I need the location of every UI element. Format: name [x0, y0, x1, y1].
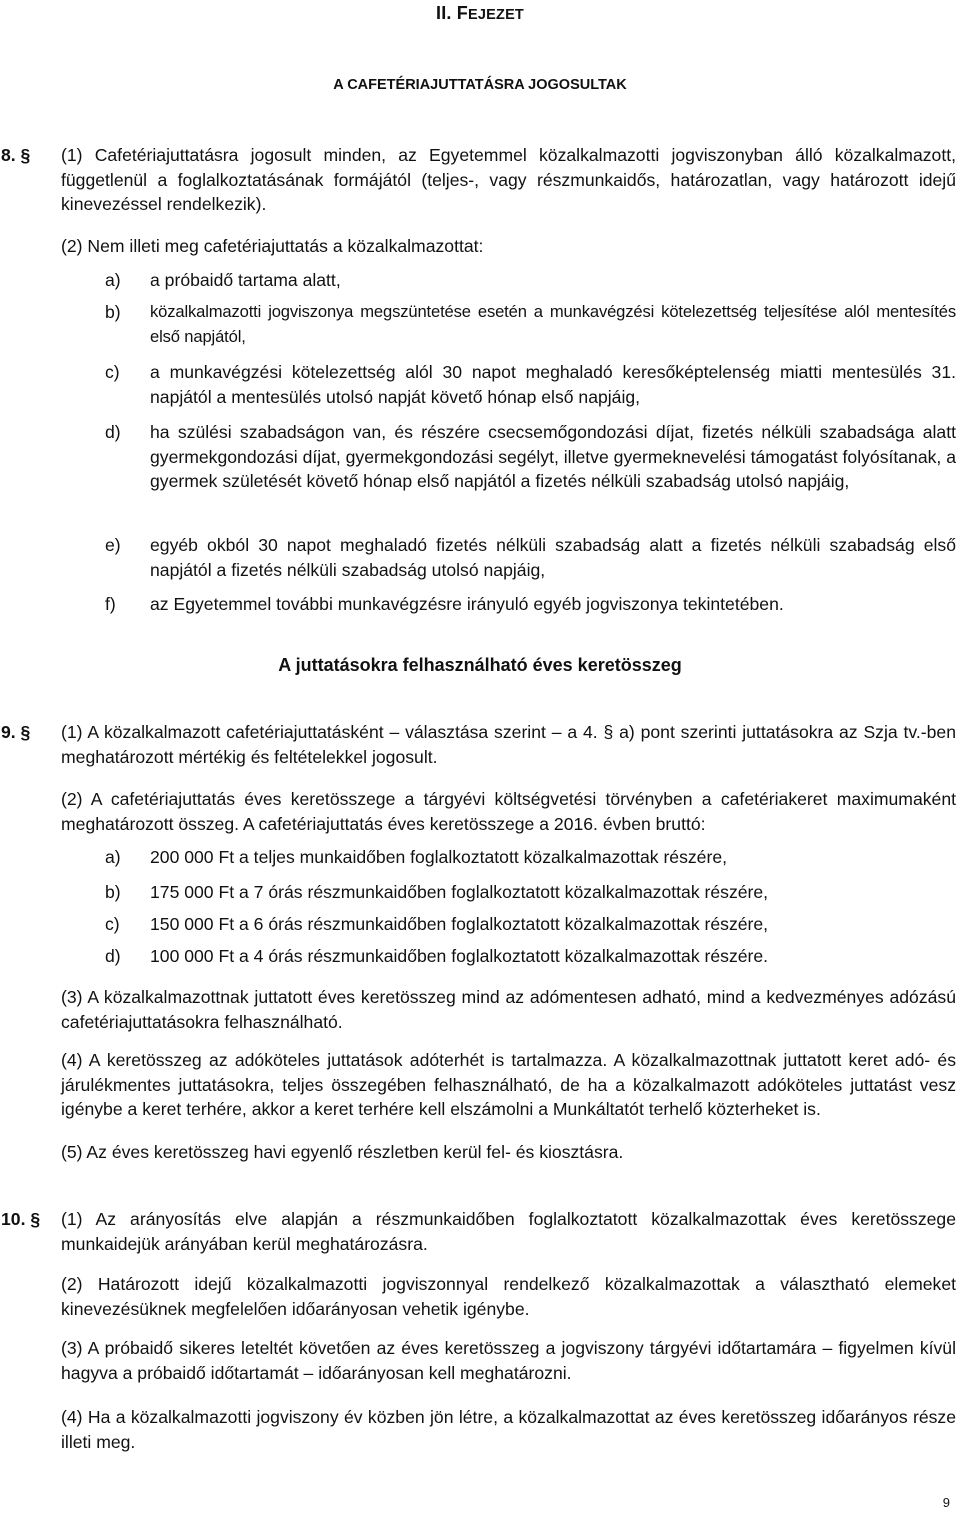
list-item-label: d) [105, 946, 121, 966]
paragraph [61, 1207, 956, 1256]
chapter-rest: EJEZET [468, 7, 524, 23]
list-item-text: a próbaidő tartama alatt, [150, 270, 341, 290]
paragraph [61, 985, 956, 1034]
list-item-text: közalkalmazotti jogviszonya megszüntetése esetén a munkavégzési kötelezettség teljesítése alól mentesítés első napjától, [150, 302, 956, 346]
paragraph [61, 143, 956, 217]
paragraph-text: (3) A közalkalmazottnak juttatott éves keretösszeg mind az adómentesen adható, mind a kedvezményes adózású cafetériajuttatásokra felhasználható. [61, 987, 956, 1032]
section-number: 8. § [1, 145, 31, 165]
paragraph [61, 1272, 956, 1321]
paragraph [61, 1140, 956, 1165]
list-item-text: 100 000 Ft a 4 órás részmunkaidőben foglalkoztatott közalkalmazottak részére. [150, 946, 769, 966]
list-item-text: 175 000 Ft a 7 órás részmunkaidőben foglalkoztatott közalkalmazottak részére, [150, 882, 769, 902]
section-number: 10. § [1, 1209, 41, 1229]
list-item-text: ha szülési szabadságon van, és részére csecsemőgondozási díjat, fizetés nélküli szabadsága alatt gyermekgondozási díjat, gyermekgondozási segélyt, illetve gyermeknevelési támogatást folyósítanak, a gyermek születését követő hónap első napjától a fizetés nélküli szabadság utolsó napjáig, [150, 422, 956, 491]
list-item-label: c) [105, 914, 120, 934]
list-item-label: e) [105, 535, 121, 555]
paragraph [61, 720, 956, 769]
list-item-label: d) [105, 422, 121, 442]
paragraph [61, 1405, 956, 1454]
chapter-prefix: II. F [436, 3, 468, 23]
list-item-text: 150 000 Ft a 6 órás részmunkaidőben foglalkoztatott közalkalmazottak részére, [150, 914, 769, 934]
chapter-subtitle: A CAFETÉRIAJUTTATÁSRA JOGOSULTAK [333, 77, 627, 93]
paragraph-text: (2) Nem illeti meg cafetériajuttatás a közalkalmazottat: [61, 236, 484, 256]
paragraph-text: (5) Az éves keretösszeg havi egyenlő részletben kerül fel- és kiosztásra. [61, 1142, 624, 1162]
list-item-text: 200 000 Ft a teljes munkaidőben foglalkoztatott közalkalmazottak részére, [150, 847, 728, 867]
paragraph-text: (1) A közalkalmazott cafetériajuttatásként – választása szerint – a 4. § a) pont szerinti juttatásokra az Szja tv.-ben meghatározott mértékig és feltételekkel jogosult. [61, 722, 956, 767]
section-number: 9. § [1, 722, 31, 742]
chapter-title [0, 3, 960, 24]
list-item-text: egyéb okból 30 napot meghaladó fizetés nélküli szabadság alatt a fizetés nélküli szabadság első napjától a fizetés nélküli szabadság utolsó napjáig, [150, 535, 956, 580]
paragraph-text: (3) A próbaidő sikeres leteltét követően az éves keretösszeg a jogviszony tárgyévi időtartamára – figyelmen kívül hagyva a próbaidő időtartamát – időarányosan kell meghatározni. [61, 1338, 956, 1383]
list-item-label: a) [105, 270, 121, 290]
list-item-label: b) [105, 882, 121, 902]
paragraph-text: (1) Az arányosítás elve alapján a részmunkaidőben foglalkoztatott közalkalmazottak éves keretösszege munkaidejük arányában kerül meghatározásra. [61, 1209, 956, 1254]
list-item-label: b) [105, 302, 121, 322]
paragraph-text: (2) Határozott idejű közalkalmazotti jogviszonnyal rendelkező közalkalmazottak a választható elemeket kinevezésüknek megfelelően időarányosan vehetik igénybe. [61, 1274, 956, 1319]
paragraph-text: (4) A keretösszeg az adóköteles juttatások adóterhét is tartalmazza. A közalkalmazottnak juttatott keret adó- és járulékmentes juttatásokra, teljes összegében felhasználható, de ha a közalkalmazott adóköteles juttatást vesz igénybe a keret terhére, akkor a keret terhére kell elszámolni a Munkáltatót terhelő közterheket is. [61, 1050, 956, 1119]
paragraph-text: (1) Cafetériajuttatásra jogosult minden, az Egyetemmel közalkalmazotti jogviszonyban álló közalkalmazott, függetlenül a foglalkoztatásának formájától (teljes-, vagy részmunkaidős, határozatlan, vagy határozott idejű kinevezéssel rendelkezik). [61, 145, 956, 214]
list-item-label: c) [105, 362, 120, 382]
list-item-text: az Egyetemmel további munkavégzésre irányuló egyéb jogviszonya tekintetében. [150, 594, 784, 614]
section-heading: A juttatásokra felhasználható éves keretösszeg [278, 655, 682, 675]
paragraph [61, 1336, 956, 1385]
paragraph [61, 787, 956, 836]
list-item-text: a munkavégzési kötelezettség alól 30 napot meghaladó keresőképtelenség miatti mentesülés 31. napjától a mentesülés utolsó napját követő hónap első napjáig, [150, 362, 956, 407]
paragraph [61, 1048, 956, 1122]
list-item-label: f) [105, 594, 116, 614]
page-number: 9 [942, 1495, 950, 1510]
list-item-label: a) [105, 847, 121, 867]
paragraph [61, 234, 956, 259]
paragraph-text: (4) Ha a közalkalmazotti jogviszony év közben jön létre, a közalkalmazottat az éves keretösszeg időarányos része illeti meg. [61, 1407, 956, 1452]
paragraph-text: (2) A cafetériajuttatás éves keretösszege a tárgyévi költségvetési törvényben a cafetériakeret maximumaként meghatározott összeg. A cafetériajuttatás éves keretösszege a 2016. évben bruttó: [61, 789, 956, 834]
